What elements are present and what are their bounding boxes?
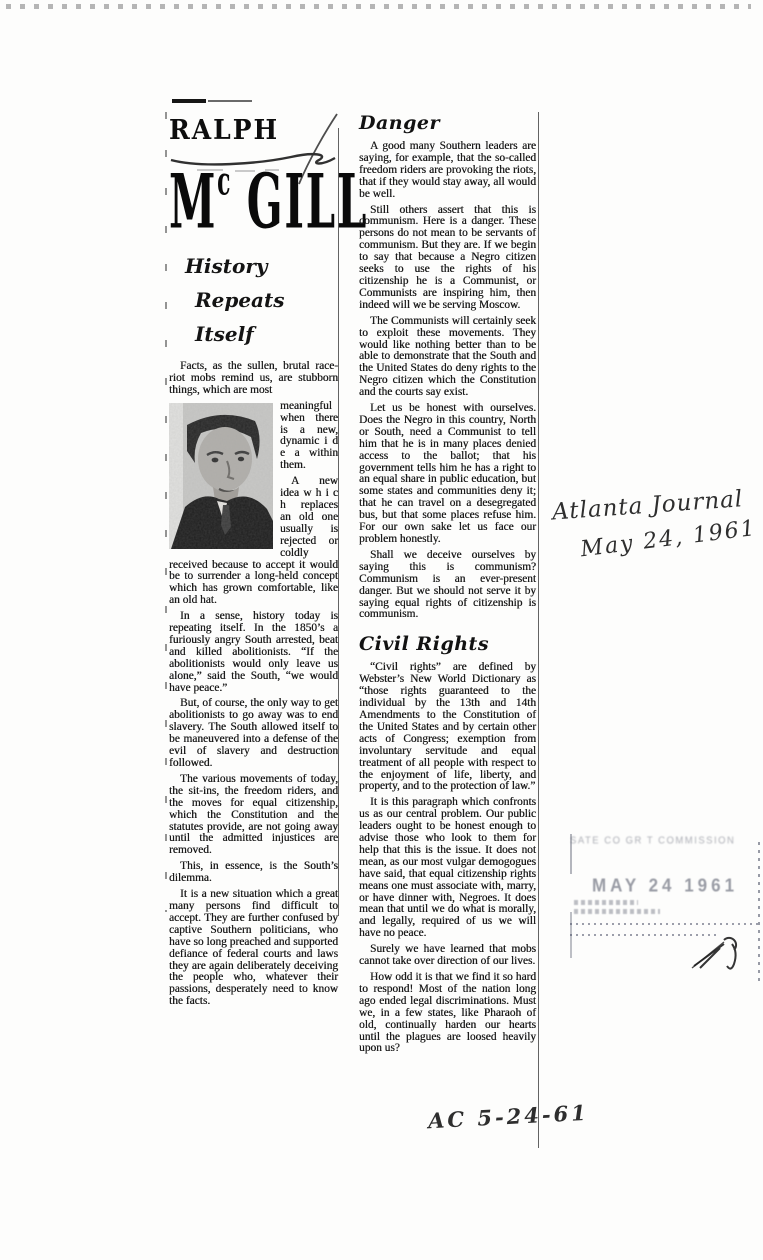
paragraph: Shall we deceive ourselves by saying this is communism? Communism is an ever-present danger. But we should not serve it by saying equal rights of citizenship is communism.	[359, 548, 536, 621]
masthead-c-superscript: c	[217, 160, 231, 205]
stamp-faded-fragment-2	[574, 909, 660, 914]
torn-edge-mark	[172, 99, 206, 103]
paragraph-new-idea: A new idea w h i c h replaces an old one usually is rejected or coldly received because to accept it would be to surrender a long-held concept which has grown comfortable, like an old hat.	[169, 475, 338, 607]
handwritten-file-code: AC 5-24-61	[427, 1099, 590, 1134]
paragraph: “Civil rights” are defined by Webster’s New World Dictionary as “those rights guaranteed to the individual by the 13th and 14th Amendments to the Constitution of the United States and by certain other acts of Congress; exemption from involuntary servitude and equal treatment of all people with respect to the enjoyment of life, liberty, and property, and to the protection of law.”	[359, 661, 536, 793]
section-heading-civil-rights: Civil Rights	[359, 633, 490, 656]
headline-line-1: History	[185, 254, 268, 278]
perforation-dotted-line	[6, 4, 751, 9]
paragraph: The various movements of today, the sit-ins, the freedom riders, and the moves for equal citizenship, which the Constitution and the statutes provide, are not going away until the admitted injustices are removed.	[169, 772, 338, 857]
masthead-gill: GILL	[246, 157, 369, 246]
lead-paragraph-wrap: meaningful when there is a new, dynamic i d e a within them.	[280, 399, 338, 472]
handwritten-source-note	[551, 486, 763, 563]
clipping-left-torn-edge	[165, 112, 167, 912]
masthead-m: M	[169, 157, 218, 246]
section-heading-danger: Danger	[359, 112, 440, 134]
stamp-left-edge-lower	[570, 912, 572, 958]
column-rule-1	[338, 128, 339, 916]
handwritten-source-publication: Atlanta Journal	[551, 486, 745, 526]
column-1-body	[169, 361, 338, 1008]
byline-kicker: RALPH	[169, 114, 280, 146]
paragraph: A good many Southern leaders are saying, for example, that the so-called freedom riders are provoking the riots, that if they would stay away, all would be well.	[359, 140, 536, 200]
handwritten-initials-scribble	[690, 932, 752, 976]
stamp-header-faded-text: SATE CO GR T COMMISSION	[570, 834, 736, 847]
stamp-faded-fragment-1	[574, 900, 638, 905]
stamp-right-dotted-edge	[758, 842, 760, 982]
torn-edge-mark-light	[208, 100, 252, 102]
column-2-body-2	[359, 662, 536, 1055]
paragraph: In a sense, history today is repeating itself. In the 1850’s a furiously angry South arrested, beat and killed abolitionists. “If the abolitionists would only leave us alone,” said the South, “we would have peace.”	[169, 610, 338, 694]
paragraph: How odd it is that we find it so hard to respond! Most of the nation long ago ended legal discriminations. Must we, in a few states, like Pharaoh of old, continually harden our hearts until the plagues are loosed heavily upon us?	[359, 971, 536, 1055]
paragraph: But, of course, the only way to get abolitionists to go away was to end slavery. The South allowed itself to be maneuvered into a defense of the evil of slavery and destruction followed.	[169, 697, 338, 769]
column-1	[169, 106, 369, 1012]
paragraph: This, in essence, is the South’s dilemma.	[169, 860, 338, 885]
paragraph: Still others assert that this is communism. Here is a danger. These persons do not mean to be servants of communism. But they are. If we begin to say that because a Negro citizen seeks to use the rights of his citizenship he is a Communist, or Communists are inspiring him, then indeed will we be serving Moscow.	[359, 203, 536, 311]
handwritten-source-date: May 24, 1961	[579, 515, 758, 563]
stamp-date: MAY 24 1961	[591, 875, 739, 896]
ralph-mcgill-portrait-photo	[169, 403, 273, 549]
paragraph: It is a new situation which a great many persons find difficult to accept. They are further confused by captive Southern politicians, who have so long preached and supported defiance of federal courts and laws they are again deliberately deceiving the people who, whatever their passions, desperately need to know the facts.	[169, 888, 338, 1008]
paragraph: Let us be honest with ourselves. Does the Negro in this country, North or South, need a Communist to tell him that he is in many places denied access to the ballot; that his government tells him he has a right to an equal share in public education, but some states and communities deny it; that he can travel on a desegregated bus, but that some places refuse him. For our own sake let us face our problem honestly.	[359, 402, 536, 545]
masthead	[169, 114, 369, 246]
paragraph: The Communists will certainly seek to exploit these movements. They would like nothing better than to be able to demonstrate that the South and the United States do deny rights to the Negro citizen which the Constitution and the courts say exist.	[359, 314, 536, 399]
stamp-dotted-line-1	[570, 923, 760, 925]
column-rule-2	[538, 112, 539, 1148]
photo-wrap-block	[169, 401, 338, 607]
lead-paragraph-start: Facts, as the sullen, brutal race-riot mobs remind us, are stubborn things, which are most	[169, 360, 338, 396]
paragraph: It is this paragraph which confronts us as our central problem. Our public leaders ought to be honest enough to advise those who look to them for help that this is the issue. It does not mean, as our most vulgar demogogues have said, that equal citizenship rights means one must associate with, marry, or have dinner with, Negroes. It does mean that until we do what is morally, and legally, required of us we will have no peace.	[359, 796, 536, 940]
paragraph: Surely we have learned that mobs cannot take over direction of our lives.	[359, 943, 536, 968]
column-2-body-1	[359, 141, 536, 621]
headline-line-2: Repeats Itself	[195, 288, 285, 346]
received-date-stamp	[570, 834, 760, 986]
masthead-name	[169, 157, 369, 286]
column-2	[359, 110, 536, 1059]
